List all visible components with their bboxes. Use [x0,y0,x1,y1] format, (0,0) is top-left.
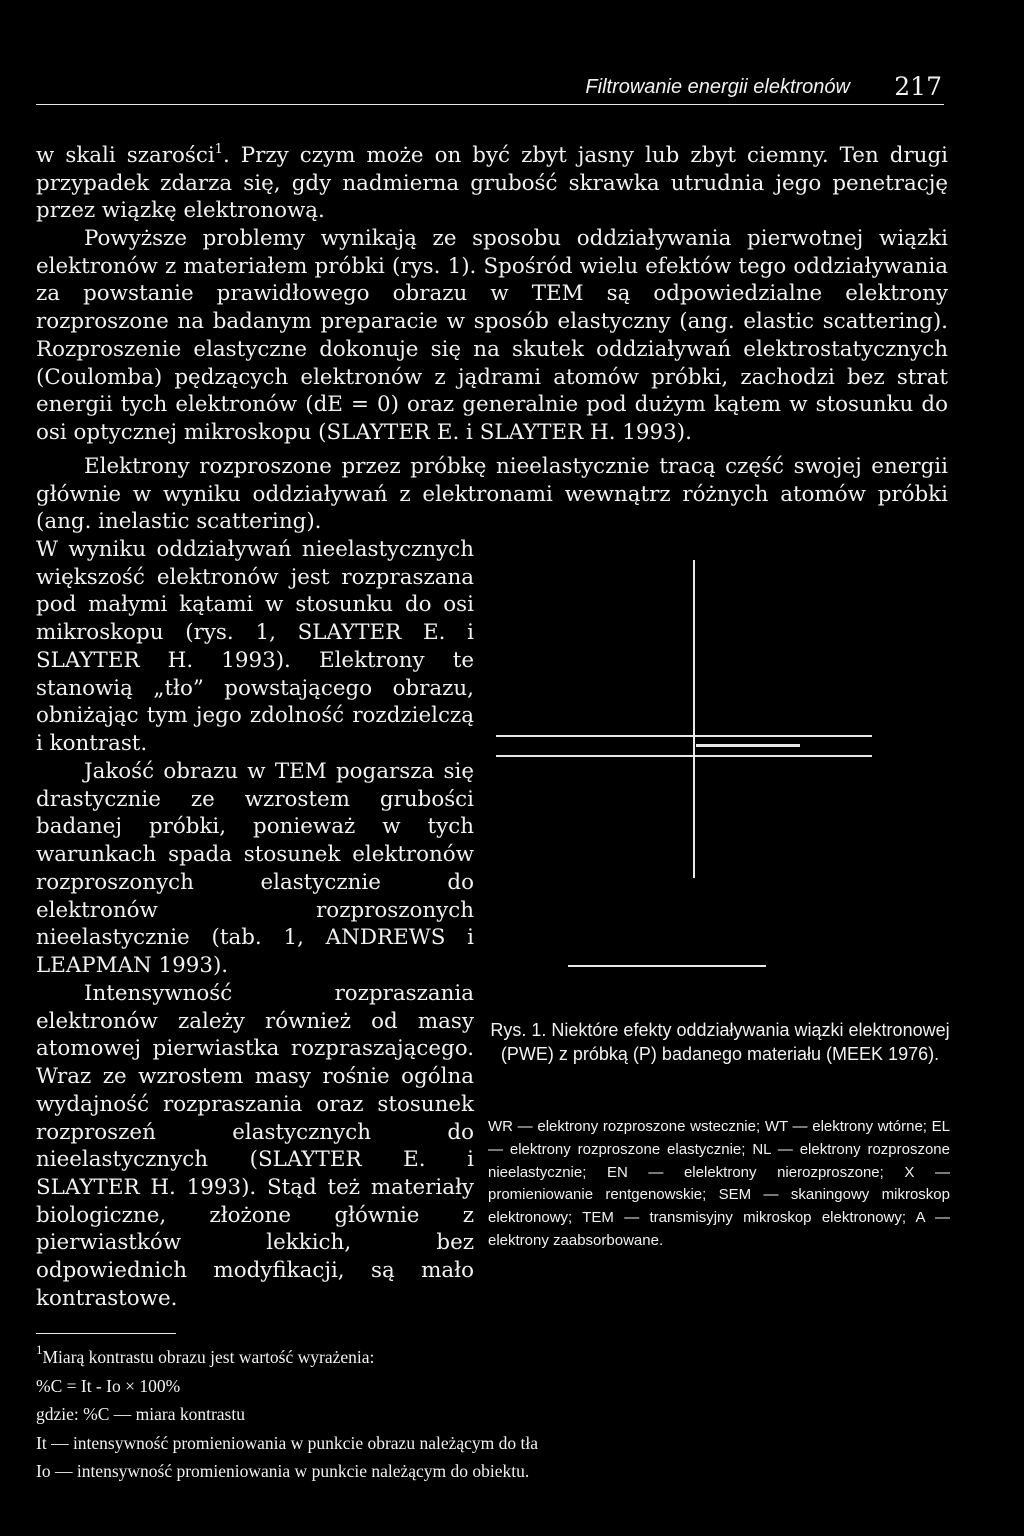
footnote-marker: 1 [214,142,223,157]
footnote-line-1-text: Miarą kontrastu obrazu jest wartość wyrażenia: [42,1347,375,1367]
page-header [36,70,944,105]
specimen-bottom-line [496,755,872,757]
footnote [36,1343,936,1486]
paragraph-3-text: Elektrony rozproszone przez próbkę nieelastycznie tracą część swojej energii głównie w wyniku oddziaływań z elektronami wewnątrz różnych atomów próbki (ang. inelastic scattering). [36,454,948,535]
page-number: 217 [894,72,942,101]
paragraph-1-rest: . Przy czym może on być zbyt jasny lub zbyt ciemny. Ten drugi przypadek zdarza się, gdy nadmierna grubość skrawka utrudnia jego penetrację przez wiązkę elektronową. [36,143,948,224]
footnote-line-3: gdzie: %C — miara kontrastu [36,1404,245,1424]
figure-caption: Rys. 1. Niektóre efekty oddziaływania wiązki elektronowej (PWE) z próbką (P) badanego materiału (MEEK 1976). [490,1020,950,1064]
footnote-line-4: It — intensywność promieniowania w punkcie obrazu należącym do tła [36,1432,538,1453]
specimen-top-line [496,735,872,737]
footnote-line-2: %C = It - Io × 100% [36,1375,181,1396]
paragraph-1 [36,142,948,225]
footnote-line-1 [36,1343,936,1372]
running-title: Filtrowanie energii elektronów [585,76,850,98]
paragraph-3 [36,453,948,536]
paragraph-1-start: w skali szarości [36,143,215,168]
figure-1-diagram [480,560,910,990]
footnote-divider [36,1333,176,1334]
specimen-mid-line [696,744,800,747]
paragraph-3-continued: W wyniku oddziaływań nieelastycznych większość elektronów jest rozpraszana pod małymi kątami w stosunku do osi mikroskopu (rys. 1, SLAYTER E. i SLAYTER H. 1993). Elektrony te stanowią „tło” powstającego obrazu, obniżając tym jego zdolność rozdzielczą i kontrast. [36,537,474,756]
beam-vertical-line [693,560,695,878]
paragraph-4: Jakość obrazu w TEM pogarsza się drastycznie ze wzrostem grubości badanej próbki, ponieważ w tych warunkach spada stosunek elektronów rozproszonych elastycznie do elektronów rozproszonych nieelastycznie (tab. 1, ANDREWS i LEAPMAN 1993). [36,759,474,978]
lower-horizontal-line [568,965,766,967]
footnote-line-5: Io — intensywność promieniowania w punkcie należącym do obiektu. [36,1461,530,1481]
paragraph-2: Powyższe problemy wynikają ze sposobu oddziaływania pierwotnej wiązki elektronów z materiałem próbki (rys. 1). Spośród wielu efektów tego oddziaływania za powstanie prawidłowego obrazu w TEM są odpowiedzialne elektrony rozproszone na badanym preparacie w sposób elastyczny (ang. elastic scattering). Rozproszenie elastyczne dokonuje się na skutek oddziaływań elektrostatycznych (Coulomba) pędzących elektronów z jądrami atomów próbki, zachodzi bez strat energii tych elektronów (dE = 0) oraz generalnie pod dużym kątem w stosunku do osi optycznej mikroskopu (SLAYTER E. i SLAYTER H. 1993). [36,226,948,445]
figure-legend: WR — elektrony rozproszone wstecznie; WT — elektrony wtórne; EL — elektrony rozproszone elastycznie; NL — elektrony rozproszone nieelastycznie; EN — elelektrony nierozproszone; X — promieniowanie rentgenowskie; SEM — skaningowy mikroskop elektronowy; TEM — transmisyjny mikroskop elektronowy; A — elektrony zaabsorbowane. [488,1118,950,1249]
paragraph-5: Intensywność rozpraszania elektronów zależy również od masy atomowej pierwiastka rozpraszającego. Wraz ze wzrostem masy rośnie ogólna wydajność rozpraszania oraz stosunek rozproszeń elastycznych do nieelastycznych (SLAYTER E. i SLAYTER H. 1993). Stąd też materiały biologiczne, złożone głównie z pierwiastków lekkich, bez odpowiednich modyfikacji, są mało kontrastowe. [36,981,474,1311]
footnote-number: 1 [36,1342,43,1357]
